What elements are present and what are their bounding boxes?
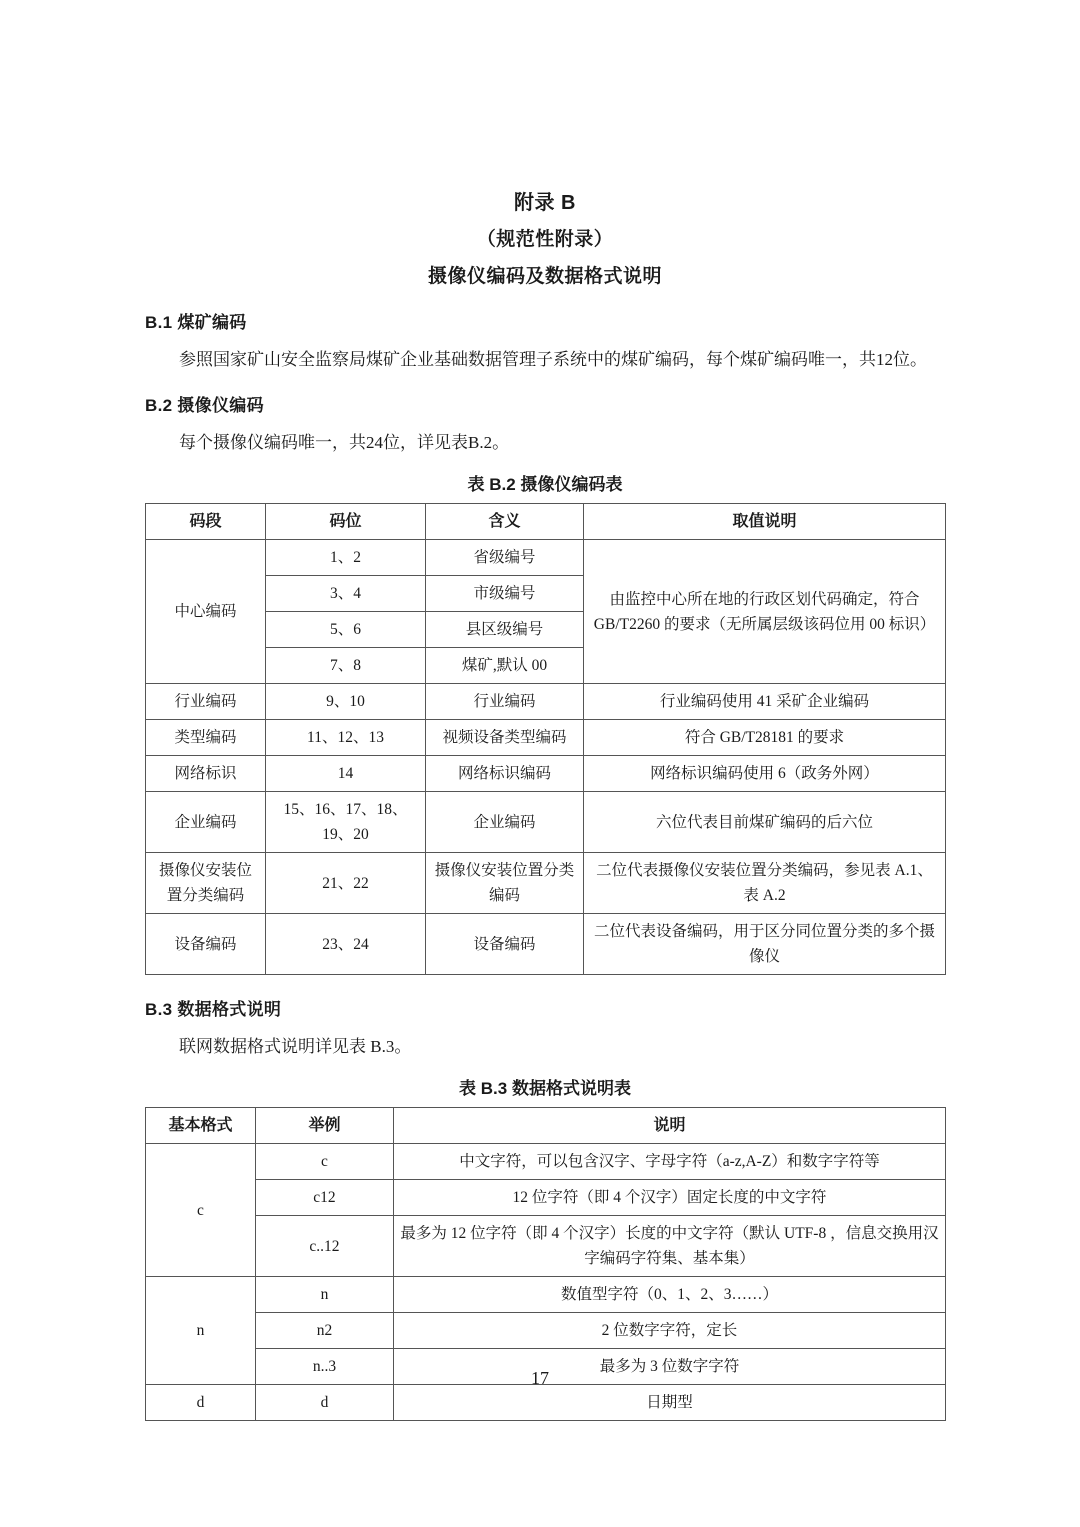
table-row: [146, 684, 946, 720]
code-segment-cell: 行业编码: [146, 684, 266, 720]
code-bits-cell: 15、16、17、18、19、20: [266, 792, 426, 853]
table-row: [146, 853, 946, 914]
appendix-subject: 摄像仪编码及数据格式说明: [427, 266, 662, 287]
table-b2: [145, 503, 946, 975]
table-row: [146, 720, 946, 756]
example-cell: d: [256, 1385, 394, 1421]
code-bits-cell: 5、6: [266, 612, 426, 648]
table-caption-b2: 表 B.2 摄像仪编码表: [467, 475, 623, 494]
table-row: [146, 1277, 946, 1313]
table-row: [146, 756, 946, 792]
description-cell: 最多为 12 位字符（即 4 个汉字）长度的中文字符（默认 UTF-8 ，信息交换用汉字编码字符集、基本集）: [394, 1216, 946, 1277]
table-b2-header-cell: 码位: [266, 504, 426, 540]
appendix-title: 附录 B: [514, 192, 576, 214]
table-b3-header-cell: 举例: [256, 1108, 394, 1144]
code-segment-cell: 类型编码: [146, 720, 266, 756]
code-meaning-cell: 摄像仪安装位置分类编码: [426, 853, 584, 914]
table-row: [146, 1313, 946, 1349]
code-meaning-cell: 视频设备类型编码: [426, 720, 584, 756]
code-segment-cell: 摄像仪安装位置分类编码: [146, 853, 266, 914]
example-cell: c12: [256, 1180, 394, 1216]
code-note-cell: 行业编码使用 41 采矿企业编码: [584, 684, 946, 720]
example-cell: c: [256, 1144, 394, 1180]
section-heading-b2: B.2 摄像仪编码: [145, 396, 264, 415]
table-row: [146, 1180, 946, 1216]
code-meaning-cell: 企业编码: [426, 792, 584, 853]
appendix-kind: （规范性附录）: [476, 229, 614, 250]
code-note-cell: 符合 GB/T28181 的要求: [584, 720, 946, 756]
section-heading-b1: B.1 煤矿编码: [145, 313, 247, 332]
format-cell: c: [146, 1144, 256, 1277]
table-row: [146, 1144, 946, 1180]
code-bits-cell: 23、24: [266, 914, 426, 975]
code-meaning-cell: 县区级编号: [426, 612, 584, 648]
code-note-cell: 二位代表设备编码，用于区分同位置分类的多个摄像仪: [584, 914, 946, 975]
format-cell: d: [146, 1385, 256, 1421]
description-cell: 中文字符，可以包含汉字、字母字符（a-z,A-Z）和数字字符等: [394, 1144, 946, 1180]
code-segment-cell: 设备编码: [146, 914, 266, 975]
example-cell: n2: [256, 1313, 394, 1349]
example-cell: c..12: [256, 1216, 394, 1277]
code-note-cell: 网络标识编码使用 6（政务外网）: [584, 756, 946, 792]
table-b3-header-cell: 基本格式: [146, 1108, 256, 1144]
table-row: [146, 792, 946, 853]
description-cell: 2 位数字字符，定长: [394, 1313, 946, 1349]
page-content: [145, 0, 945, 1421]
code-segment-cell: 企业编码: [146, 792, 266, 853]
table-row: [146, 914, 946, 975]
page-number: 17: [531, 1368, 549, 1388]
description-cell: 最多为 3 位数字字符: [394, 1349, 946, 1385]
example-cell: n: [256, 1277, 394, 1313]
description-cell: 日期型: [394, 1385, 946, 1421]
example-cell: n..3: [256, 1349, 394, 1385]
code-bits-cell: 11、12、13: [266, 720, 426, 756]
code-bits-cell: 7、8: [266, 648, 426, 684]
code-meaning-cell: 设备编码: [426, 914, 584, 975]
code-note-cell: 二位代表摄像仪安装位置分类编码，参见表 A.1、表 A.2: [584, 853, 946, 914]
section-paragraph-b2: 每个摄像仪编码唯一，共24位，详见表B.2。: [179, 433, 510, 452]
code-meaning-cell: 网络标识编码: [426, 756, 584, 792]
table-row: [146, 1216, 946, 1277]
table-b2-header-cell: 码段: [146, 504, 266, 540]
code-meaning-cell: 市级编号: [426, 576, 584, 612]
table-b3-header-cell: 说明: [394, 1108, 946, 1144]
code-meaning-cell: 省级编号: [426, 540, 584, 576]
section-paragraph-b1: 参照国家矿山安全监察局煤矿企业基础数据管理子系统中的煤矿编码，每个煤矿编码唯一，共12位。: [179, 350, 927, 369]
code-note-cell: 六位代表目前煤矿编码的后六位: [584, 792, 946, 853]
code-segment-cell: 中心编码: [146, 540, 266, 684]
code-meaning-cell: 行业编码: [426, 684, 584, 720]
code-segment-cell: 网络标识: [146, 756, 266, 792]
table-row: [146, 1385, 946, 1421]
table-b3-header-row: [146, 1108, 946, 1144]
table-row: [146, 540, 946, 576]
section-paragraph-b3: 联网数据格式说明详见表 B.3。: [179, 1037, 412, 1056]
code-bits-cell: 3、4: [266, 576, 426, 612]
code-bits-cell: 1、2: [266, 540, 426, 576]
format-cell: n: [146, 1277, 256, 1385]
table-b2-header-row: [146, 504, 946, 540]
section-heading-b3: B.3 数据格式说明: [145, 1000, 282, 1019]
table-b2-header-cell: 取值说明: [584, 504, 946, 540]
table-caption-b3: 表 B.3 数据格式说明表: [459, 1079, 631, 1098]
description-cell: 12 位字符（即 4 个汉字）固定长度的中文字符: [394, 1180, 946, 1216]
code-bits-cell: 9、10: [266, 684, 426, 720]
code-bits-cell: 14: [266, 756, 426, 792]
code-bits-cell: 21、22: [266, 853, 426, 914]
table-b2-header-cell: 含义: [426, 504, 584, 540]
code-meaning-cell: 煤矿,默认 00: [426, 648, 584, 684]
code-note-cell: 由监控中心所在地的行政区划代码确定，符合GB/T2260 的要求（无所属层级该码位用 00 标识）: [584, 540, 946, 684]
description-cell: 数值型字符（0、1、2、3……）: [394, 1277, 946, 1313]
